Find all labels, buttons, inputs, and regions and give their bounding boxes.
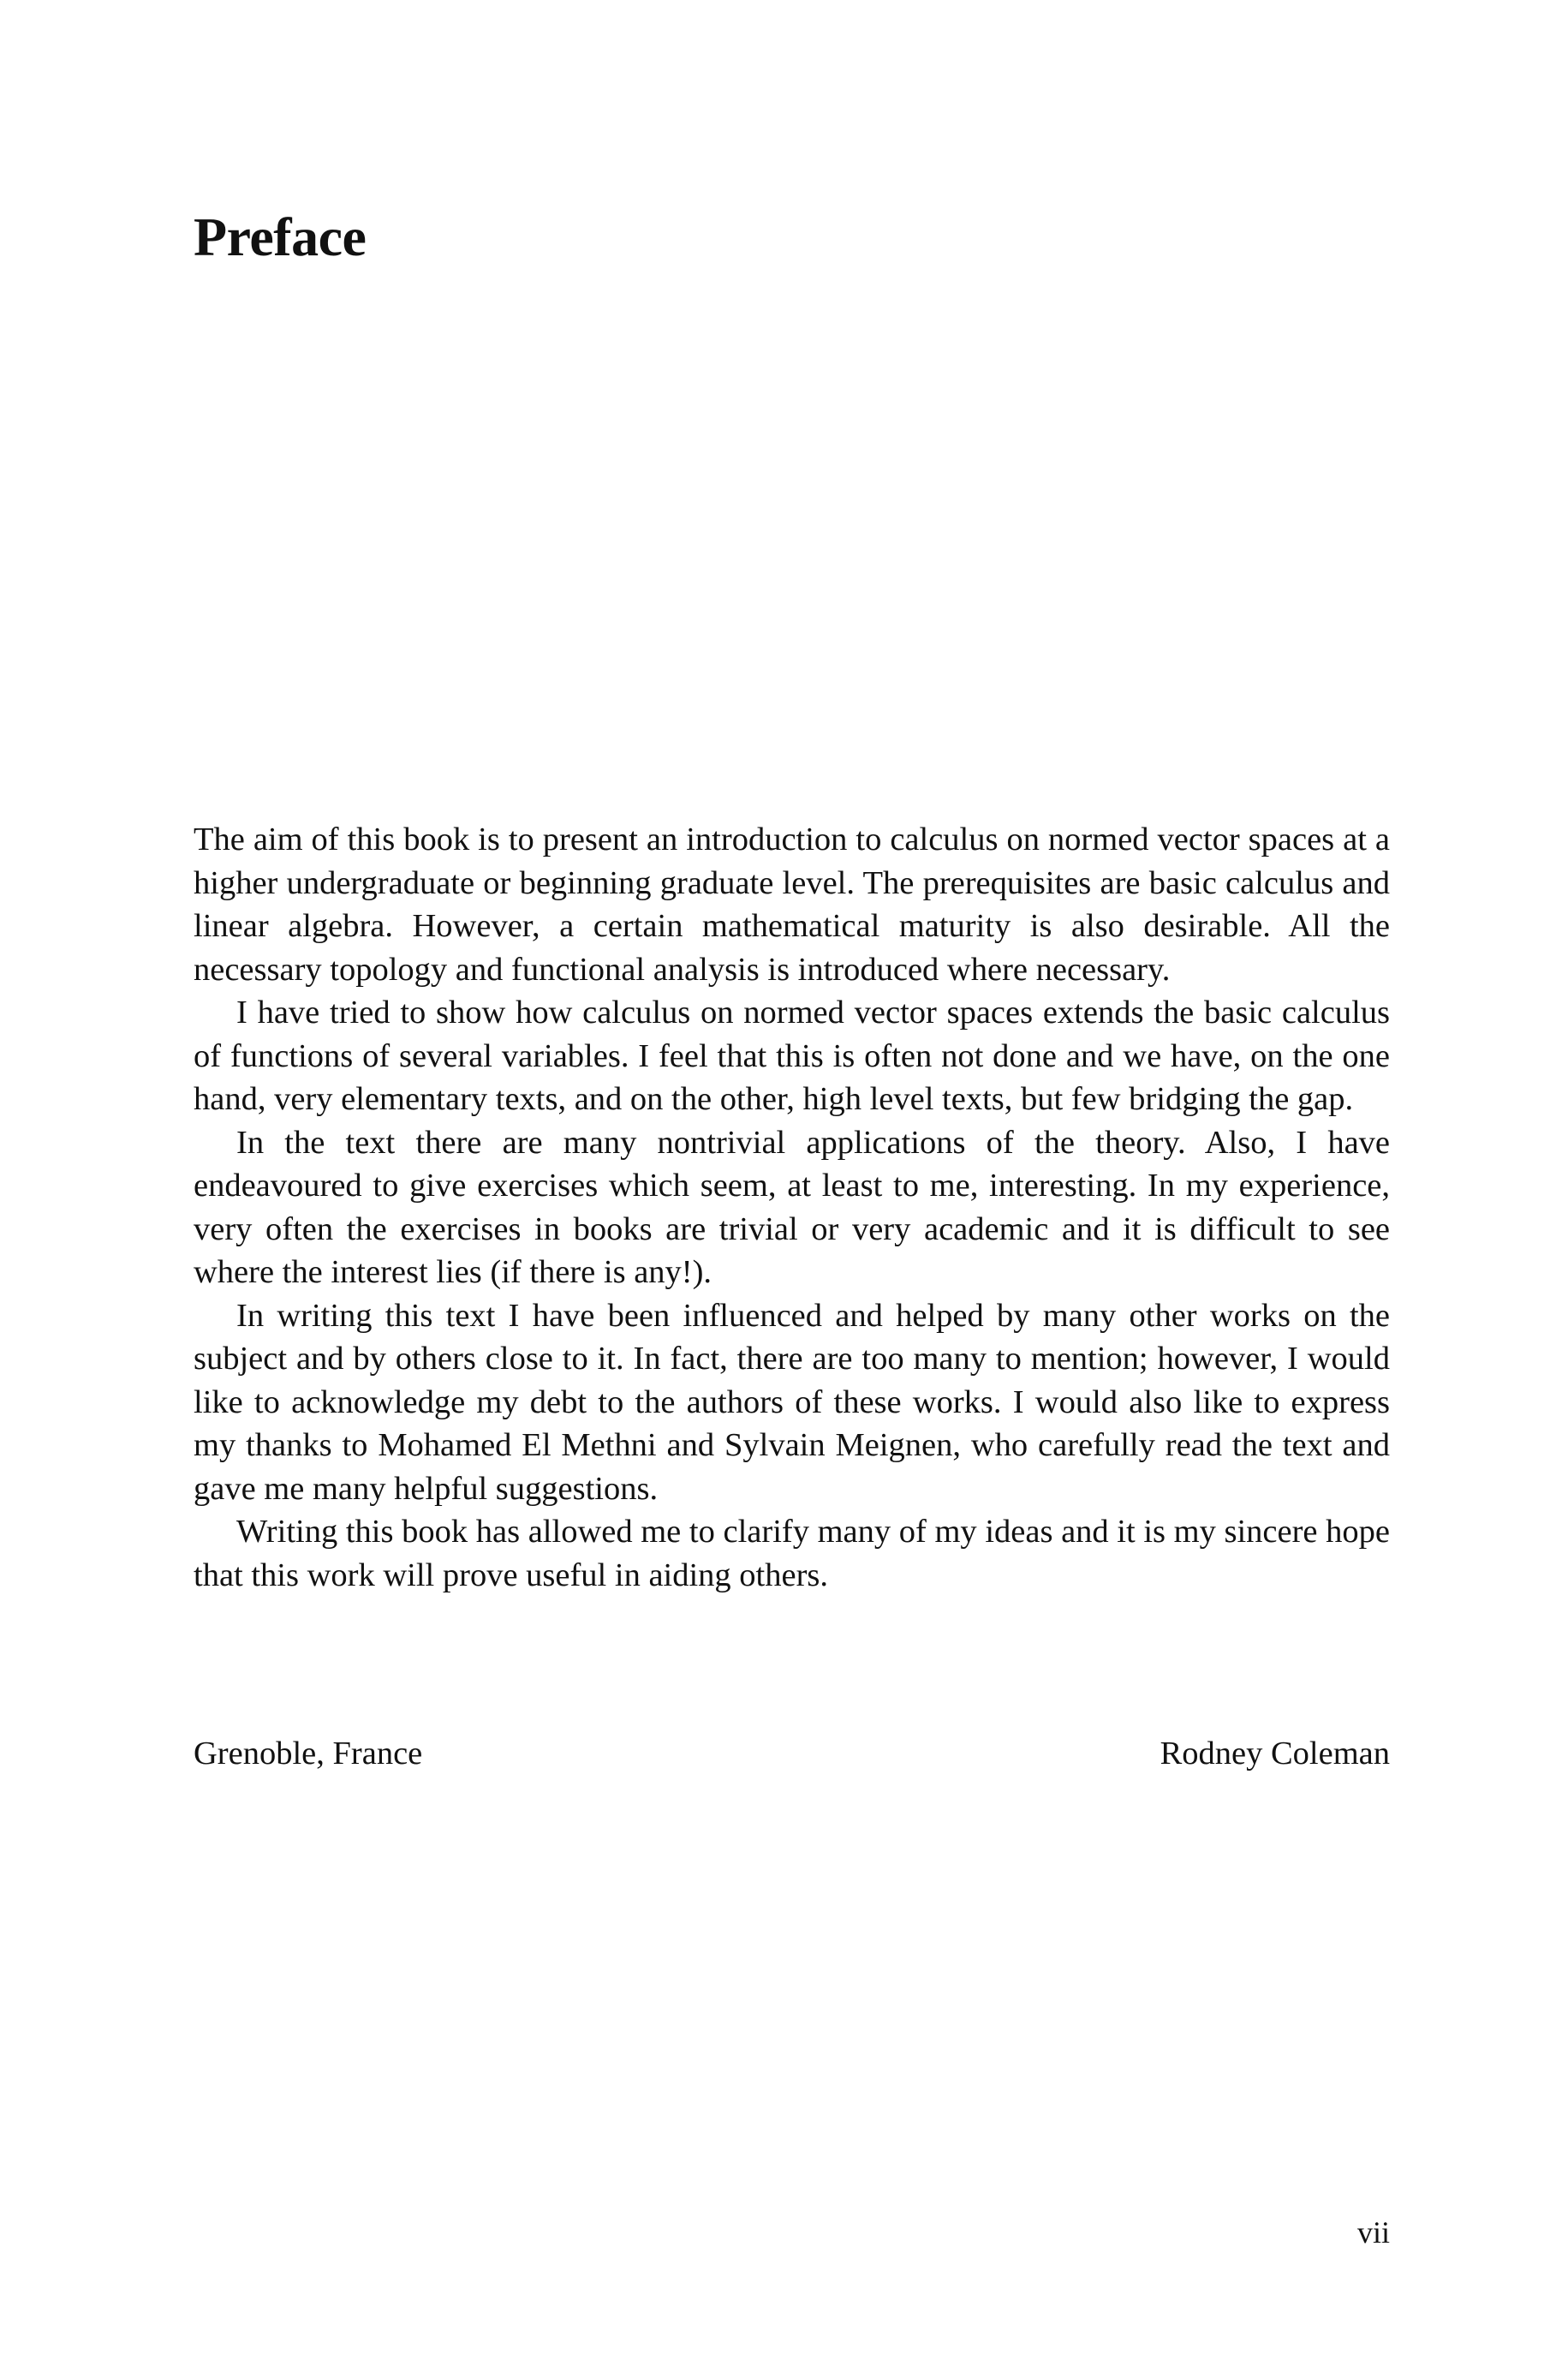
paragraph-3: In the text there are many nontrivial applications of the theory. Also, I have endeavoured to give exercises which seem, at least to me, interesting. In my experience, very often the exercises in books are trivial or very academic and it is difficult to see where the interest lies (if there is any!).	[194, 1124, 1390, 1290]
paragraph-2: I have tried to show how calculus on normed vector spaces extends the basic calculus of functions of several variables. I feel that this is often not done and we have, on the one hand, very elementary texts, and on the other, high level texts, but few bridging the gap.	[194, 995, 1390, 1117]
paragraph-1: The aim of this book is to present an introduction to calculus on normed vector spaces at a higher undergraduate or beginning graduate level. The prerequisites are basic calculus and linear algebra. However, a certain mathematical maturity is also desirable. All the necessary topology and functional analysis is introduced where necessary.	[194, 822, 1390, 988]
page-title: Preface	[194, 206, 367, 267]
preface-body	[194, 818, 1390, 1597]
signature-place: Grenoble, France	[194, 1736, 423, 1772]
signature-line	[194, 1732, 1390, 1775]
page-number: vii	[1356, 2215, 1390, 2250]
paragraph-4: In writing this text I have been influenced and helped by many other works on the subject and by others close to it. In fact, there are too many to mention; however, I would like to acknowledge my debt to the authors of these works. I would also like to express my thanks to Mohamed El Methni and Sylvain Meignen, who carefully read the text and gave me many helpful suggestions.	[194, 1297, 1390, 1507]
signature-author: Rodney Coleman	[1160, 1736, 1390, 1772]
paragraph-5: Writing this book has allowed me to clarify many of my ideas and it is my sincere hope that this work will prove useful in aiding others.	[194, 1514, 1390, 1593]
